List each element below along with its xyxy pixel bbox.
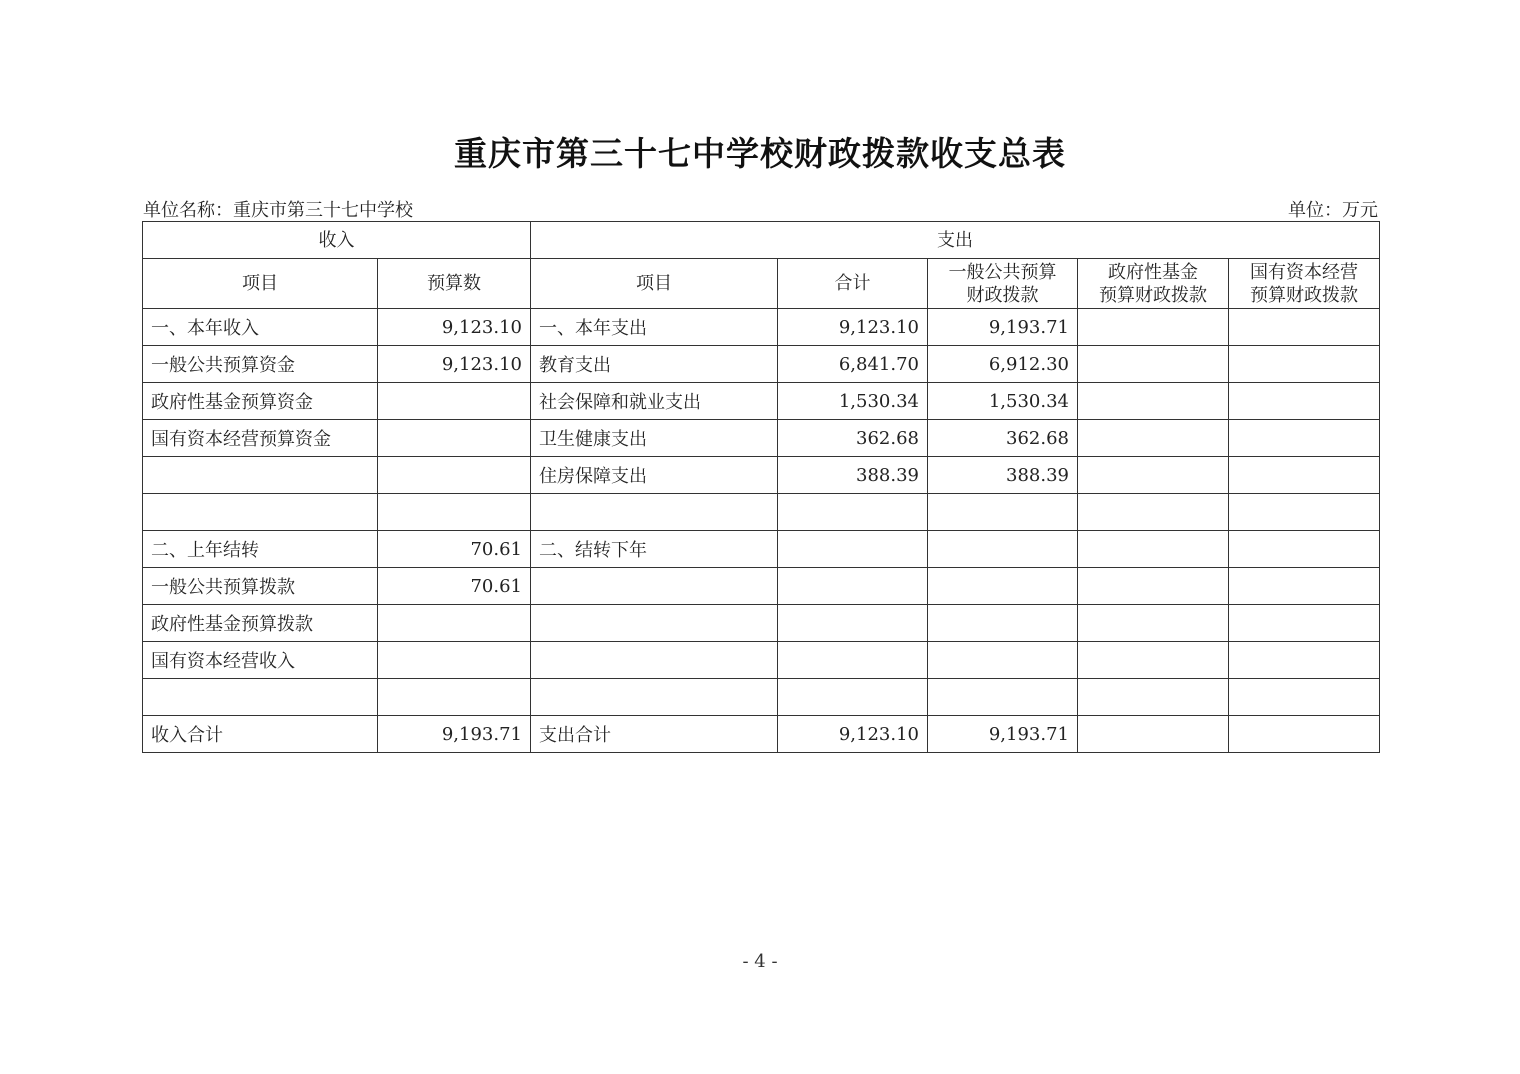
gov-fund-total-cell: [1078, 716, 1229, 753]
general-budget-cell: 388.39: [928, 457, 1078, 494]
state-capital-cell: [1229, 457, 1380, 494]
total-cell: 362.68: [778, 420, 928, 457]
general-budget-cell: [928, 679, 1078, 716]
table-row: [143, 568, 1380, 605]
income-amount-cell: 9,123.10: [378, 309, 531, 346]
gov-fund-cell: [1078, 494, 1229, 531]
org-name-label: 单位名称：重庆市第三十七中学校: [143, 200, 413, 221]
gov-fund-cell: [1078, 346, 1229, 383]
income-total-amount: 9,193.71: [378, 716, 531, 753]
total-cell: [778, 531, 928, 568]
col-total: 合计: [778, 259, 928, 309]
income-item-cell: [143, 457, 378, 494]
table-row: [143, 605, 1380, 642]
general-budget-cell: [928, 568, 1078, 605]
general-budget-cell: [928, 494, 1078, 531]
income-item-cell: 政府性基金预算资金: [143, 383, 378, 420]
page-title: 重庆市第三十七中学校财政拨款收支总表: [454, 134, 1066, 173]
income-item-cell: [143, 494, 378, 531]
general-budget-cell: 9,193.71: [928, 309, 1078, 346]
income-item-cell: [143, 679, 378, 716]
state-capital-cell: [1229, 605, 1380, 642]
income-amount-cell: 9,123.10: [378, 346, 531, 383]
income-amount-cell: [378, 383, 531, 420]
table-row: [143, 420, 1380, 457]
expense-item-cell: 住房保障支出: [531, 457, 778, 494]
total-cell: [778, 494, 928, 531]
income-item-cell: 一、本年收入: [143, 309, 378, 346]
table-row: [143, 346, 1380, 383]
col-income-budget: 预算数: [378, 259, 531, 309]
state-capital-cell: [1229, 494, 1380, 531]
total-cell: 9,123.10: [778, 309, 928, 346]
total-cell: [778, 679, 928, 716]
expense-total-label: 支出合计: [531, 716, 778, 753]
state-capital-cell: [1229, 383, 1380, 420]
gov-fund-cell: [1078, 309, 1229, 346]
general-budget-cell: [928, 605, 1078, 642]
col-general-budget: [928, 259, 1078, 309]
gov-fund-cell: [1078, 420, 1229, 457]
general-budget-cell: [928, 531, 1078, 568]
income-amount-cell: [378, 494, 531, 531]
table-row: [143, 309, 1380, 346]
gov-fund-cell: [1078, 568, 1229, 605]
expense-item-cell: 教育支出: [531, 346, 778, 383]
general-budget-cell: 362.68: [928, 420, 1078, 457]
table-row: [143, 494, 1380, 531]
expense-item-cell: 二、结转下年: [531, 531, 778, 568]
expense-item-cell: [531, 568, 778, 605]
income-item-cell: 一般公共预算拨款: [143, 568, 378, 605]
expense-item-cell: [531, 679, 778, 716]
income-item-cell: 二、上年结转: [143, 531, 378, 568]
gov-fund-cell: [1078, 679, 1229, 716]
total-cell: 1,530.34: [778, 383, 928, 420]
col-gov-fund: [1078, 259, 1229, 309]
gov-fund-cell: [1078, 642, 1229, 679]
expense-item-cell: 一、本年支出: [531, 309, 778, 346]
table-row: [143, 531, 1380, 568]
total-cell: [778, 605, 928, 642]
gov-fund-cell: [1078, 383, 1229, 420]
income-amount-cell: 70.61: [378, 568, 531, 605]
general-budget-cell: 1,530.34: [928, 383, 1078, 420]
expense-item-cell: 卫生健康支出: [531, 420, 778, 457]
col-gov-fund-line2: 预算财政拨款: [1099, 284, 1207, 306]
income-amount-cell: [378, 420, 531, 457]
income-amount-cell: [378, 457, 531, 494]
group-header-row: [143, 222, 1380, 259]
col-income-item: 项目: [143, 259, 378, 309]
state-capital-cell: [1229, 531, 1380, 568]
totals-row: [143, 716, 1380, 753]
state-capital-cell: [1229, 642, 1380, 679]
income-total-label: 收入合计: [143, 716, 378, 753]
state-capital-total-cell: [1229, 716, 1380, 753]
column-header-row: [143, 259, 1380, 309]
col-state-capital-line1: 国有资本经营: [1250, 261, 1359, 283]
income-amount-cell: [378, 679, 531, 716]
col-general-budget-line2: 财政拨款: [966, 284, 1039, 306]
income-item-cell: 国有资本经营收入: [143, 642, 378, 679]
gov-fund-cell: [1078, 531, 1229, 568]
total-cell: 6,841.70: [778, 346, 928, 383]
income-amount-cell: [378, 605, 531, 642]
income-amount-cell: [378, 642, 531, 679]
state-capital-cell: [1229, 420, 1380, 457]
col-state-capital: [1229, 259, 1380, 309]
state-capital-cell: [1229, 346, 1380, 383]
income-group-header: 收入: [143, 222, 531, 259]
col-state-capital-line2: 预算财政拨款: [1250, 284, 1359, 306]
expense-total-cell: 9,123.10: [778, 716, 928, 753]
table-row: [143, 642, 1380, 679]
general-budget-cell: [928, 642, 1078, 679]
finance-summary-table: [142, 221, 1380, 753]
income-item-cell: 政府性基金预算拨款: [143, 605, 378, 642]
income-item-cell: 一般公共预算资金: [143, 346, 378, 383]
total-cell: [778, 642, 928, 679]
general-budget-cell: 6,912.30: [928, 346, 1078, 383]
gov-fund-cell: [1078, 605, 1229, 642]
page-number: - 4 -: [742, 951, 778, 972]
gov-fund-cell: [1078, 457, 1229, 494]
table-meta: [143, 196, 1378, 220]
col-gov-fund-line1: 政府性基金: [1108, 261, 1198, 283]
col-expense-item: 项目: [531, 259, 778, 309]
income-amount-cell: 70.61: [378, 531, 531, 568]
state-capital-cell: [1229, 568, 1380, 605]
state-capital-cell: [1229, 309, 1380, 346]
income-item-cell: 国有资本经营预算资金: [143, 420, 378, 457]
table-row: [143, 457, 1380, 494]
expense-item-cell: [531, 605, 778, 642]
expense-group-header: 支出: [531, 222, 1380, 259]
unit-label: 单位：万元: [1288, 200, 1378, 221]
general-budget-total-cell: 9,193.71: [928, 716, 1078, 753]
expense-item-cell: [531, 494, 778, 531]
total-cell: 388.39: [778, 457, 928, 494]
expense-item-cell: [531, 642, 778, 679]
state-capital-cell: [1229, 679, 1380, 716]
total-cell: [778, 568, 928, 605]
table-row: [143, 383, 1380, 420]
expense-item-cell: 社会保障和就业支出: [531, 383, 778, 420]
col-general-budget-line1: 一般公共预算: [948, 261, 1057, 283]
table-row: [143, 679, 1380, 716]
table-body: [143, 309, 1380, 753]
